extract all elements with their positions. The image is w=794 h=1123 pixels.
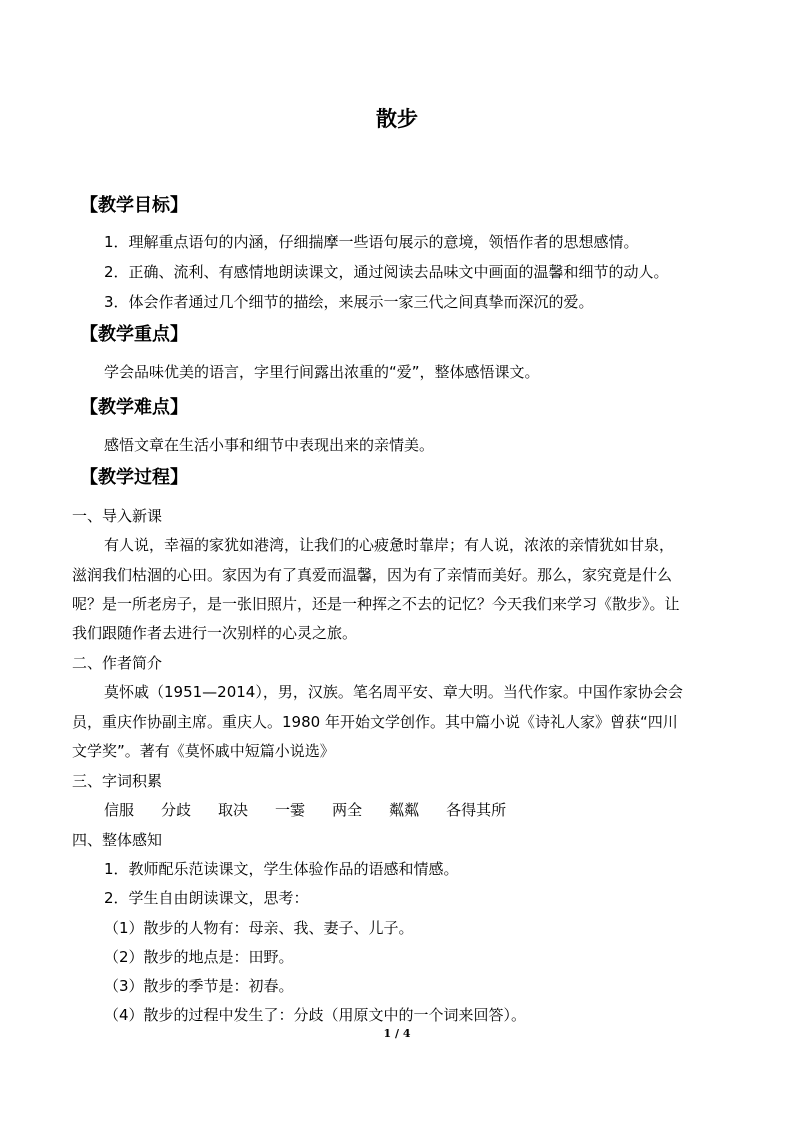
- part4-line: （3）散步的季节是：初春。: [104, 977, 294, 995]
- vocabulary-word: 各得其所: [446, 801, 507, 819]
- part4-line: （2）散步的地点是：田野。: [104, 948, 294, 966]
- part4-line: （4）散步的过程中发生了：分歧（用原文中的一个词来回答）。: [104, 1006, 527, 1024]
- part1-title: 一、导入新课: [72, 507, 163, 525]
- key-points-text: 学会品味优美的语言，字里行间露出浓重的“爱”，整体感悟课文。: [104, 363, 540, 381]
- objective-item-1: 1．理解重点语句的内涵，仔细揣摩一些语句展示的意境，领悟作者的思想感情。: [104, 233, 639, 251]
- key-points-heading: 【教学重点】: [80, 324, 188, 345]
- difficulties-heading: 【教学难点】: [80, 397, 188, 418]
- part2-line: 文学奖”。著有《莫怀戚中短篇小说选》: [72, 742, 335, 760]
- page-number: 1 / 4: [383, 1027, 411, 1040]
- vocabulary-word: 一霎: [275, 801, 306, 819]
- vocabulary-word: 粼粼: [389, 801, 420, 819]
- objective-item-2: 2．正确、流利、有感情地朗读课文，通过阅读去品味文中画面的温馨和细节的动人。: [104, 263, 669, 281]
- part2-title: 二、作者简介: [72, 654, 163, 672]
- vocabulary-word: 取决: [218, 801, 249, 819]
- vocabulary-word: 信服: [104, 801, 135, 819]
- vocabulary-word: 两全: [332, 801, 363, 819]
- part4-title: 四、整体感知: [72, 831, 163, 849]
- document-title: 散步: [376, 107, 418, 131]
- part4-line: 1．教师配乐范读课文，学生体验作品的语感和情感。: [104, 860, 459, 878]
- part1-line: 滋润我们枯涸的心田。家因为有了真爱而温馨，因为有了亲情而美好。那么，家究竟是什么: [72, 566, 673, 584]
- vocabulary-word: 分歧: [161, 801, 192, 819]
- part1-line: 有人说，幸福的家犹如港湾，让我们的心疲惫时靠岸；有人说，浓浓的亲情犹如甘泉，: [104, 536, 675, 554]
- part2-line: 员，重庆作协副主席。重庆人。1980 年开始文学创作。其中篇小说《诗礼人家》曾获“四川: [72, 713, 678, 731]
- process-heading: 【教学过程】: [80, 467, 188, 488]
- part4-line: （1）散步的人物有：母亲、我、妻子、儿子。: [104, 919, 414, 937]
- part1-line: 呢？是一所老房子，是一张旧照片，还是一种挥之不去的记忆？今天我们来学习《散步》。让: [72, 595, 680, 613]
- objective-item-3: 3．体会作者通过几个细节的描绘，来展示一家三代之间真挚而深沉的爱。: [104, 293, 594, 311]
- difficulties-text: 感悟文章在生活小事和细节中表现出来的亲情美。: [104, 436, 435, 454]
- vocabulary-list: [104, 796, 533, 824]
- part1-line: 我们跟随作者去进行一次别样的心灵之旅。: [72, 624, 358, 642]
- part4-line: 2．学生自由朗读课文，思考：: [104, 889, 309, 907]
- part2-line: 莫怀戚（1951—2014），男，汉族。笔名周平安、章大明。当代作家。中国作家协会会: [104, 683, 683, 701]
- objectives-heading: 【教学目标】: [80, 195, 188, 216]
- part3-title: 三、字词积累: [72, 772, 163, 790]
